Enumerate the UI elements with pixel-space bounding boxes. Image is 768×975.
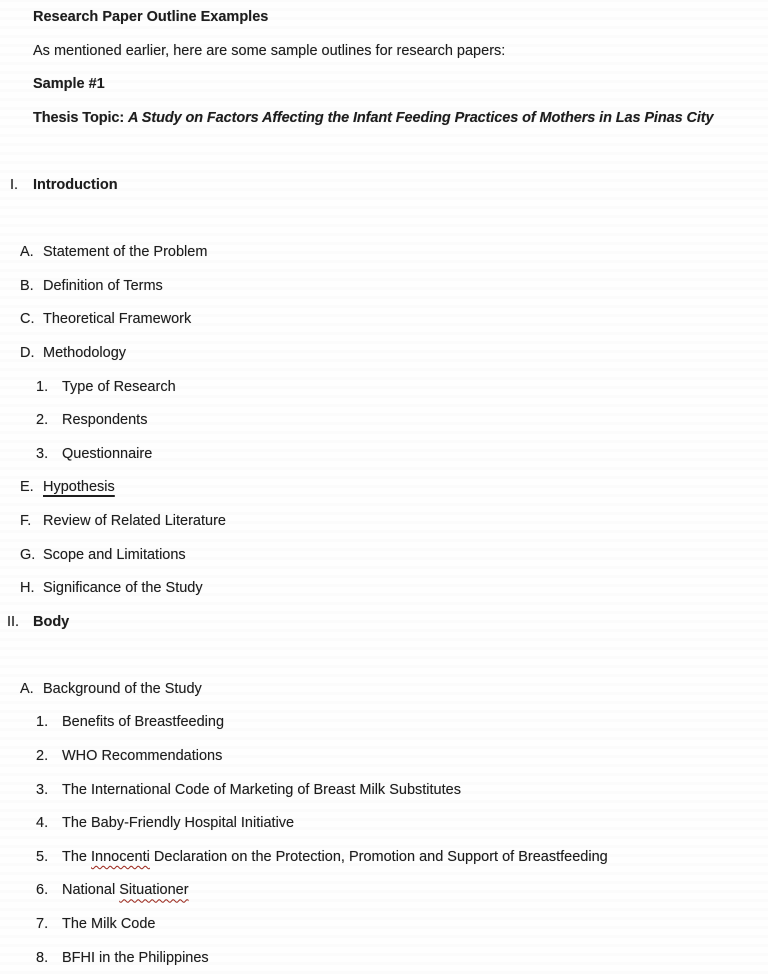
item-label: D. — [20, 344, 35, 361]
subitem-text: The Baby-Friendly Hospital Initiative — [62, 815, 295, 832]
subitem-text: Respondents — [62, 412, 148, 429]
subitem-text — [62, 874, 189, 908]
item-text: Significance of the Study — [43, 580, 203, 597]
subitem-text-pre: The — [62, 848, 92, 865]
outline-subitem-baby-friendly-hospital-initiative — [0, 807, 768, 841]
item-text: Background of the Study — [43, 680, 202, 697]
document-title: Research Paper Outline Examples — [33, 9, 269, 25]
item-label: H. — [20, 580, 35, 597]
subitem-text: Questionnaire — [62, 445, 153, 462]
item-label: G. — [20, 546, 36, 563]
misspelled-word: Situationer — [119, 882, 189, 899]
section-2-heading-row — [0, 606, 768, 640]
spacer — [0, 639, 768, 673]
outline-subitem-bfhi-in-the-philippines — [0, 942, 768, 975]
item-text: Methodology — [43, 344, 127, 361]
subitem-text: WHO Recommendations — [62, 748, 223, 765]
subitem-label: 1. — [36, 378, 49, 395]
subitem-text: The Milk Code — [62, 916, 156, 933]
subitem-label: 8. — [36, 949, 49, 966]
section-1-heading-row — [0, 169, 768, 203]
subitem-text-post: Declaration on the Protection, Promotion and Support of Breastfeeding — [149, 848, 608, 865]
outline-item-definition-of-terms — [0, 270, 768, 304]
section-2-numeral: II. — [7, 613, 20, 630]
section-1-numeral: I. — [10, 176, 19, 193]
subitem-text: Type of Research — [62, 378, 176, 395]
outline-subitem-innocenti-declaration — [0, 841, 768, 875]
subitem-label: 1. — [36, 714, 49, 731]
item-label: F. — [20, 512, 32, 529]
outline-subitem-the-milk-code — [0, 908, 768, 942]
outline-subitem-who-recommendations — [0, 740, 768, 774]
subitem-label: 2. — [36, 412, 49, 429]
item-label: E. — [20, 479, 34, 496]
outline-subitem-respondents — [0, 404, 768, 438]
item-label: A. — [20, 680, 34, 697]
item-text-underlined: Hypothesis — [43, 479, 115, 496]
outline-item-significance-of-the-study — [0, 572, 768, 606]
outline-subitem-benefits-of-breastfeeding — [0, 706, 768, 740]
subitem-label: 5. — [36, 848, 49, 865]
subitem-text: Benefits of Breastfeeding — [62, 714, 225, 731]
thesis-paragraph — [0, 102, 751, 169]
subitem-text — [62, 841, 608, 875]
section-2-heading: Body — [33, 613, 70, 630]
thesis-label: Thesis Topic: — [33, 109, 129, 126]
outline-item-hypothesis — [0, 471, 768, 505]
item-label: B. — [20, 277, 34, 294]
subitem-text: BFHI in the Philippines — [62, 949, 209, 966]
outline-subitem-questionnaire — [0, 438, 768, 472]
outline-item-background-of-the-study — [0, 673, 768, 707]
outline-subitem-type-of-research — [0, 371, 768, 405]
sample-heading: Sample #1 — [33, 76, 105, 93]
subitem-text: The International Code of Marketing of Breast Milk Substitutes — [62, 781, 461, 798]
item-text: Definition of Terms — [43, 277, 163, 294]
subitem-label: 2. — [36, 748, 49, 765]
item-text: Statement of the Problem — [43, 244, 208, 261]
outline-item-scope-and-limitations — [0, 539, 768, 573]
intro-paragraph: As mentioned earlier, here are some sample outlines for research papers: — [33, 42, 506, 59]
subitem-label: 6. — [36, 882, 49, 899]
thesis-title: A Study on Factors Affecting the Infant Feeding Practices of Mothers in Las Pinas City — [128, 109, 714, 126]
subitem-label: 7. — [36, 916, 49, 933]
outline-item-statement-of-the-problem — [0, 236, 768, 270]
item-text: Scope and Limitations — [43, 546, 186, 563]
subitem-label: 3. — [36, 781, 49, 798]
outline-item-theoretical-framework — [0, 303, 768, 337]
outline-item-review-of-related-literature — [0, 505, 768, 539]
subitem-label: 4. — [36, 815, 49, 832]
subitem-label: 3. — [36, 445, 49, 462]
item-text: Review of Related Literature — [43, 512, 226, 529]
item-text: Theoretical Framework — [43, 311, 192, 328]
section-1-heading: Introduction — [33, 176, 118, 193]
outline-item-methodology — [0, 337, 768, 371]
item-label: A. — [20, 244, 34, 261]
subitem-text-pre: National — [62, 882, 120, 899]
outline-subitem-national-situationer — [0, 874, 768, 908]
item-label: C. — [20, 311, 35, 328]
misspelled-word: Innocenti — [91, 848, 150, 865]
outline-subitem-international-code — [0, 774, 768, 808]
spacer — [0, 203, 768, 237]
